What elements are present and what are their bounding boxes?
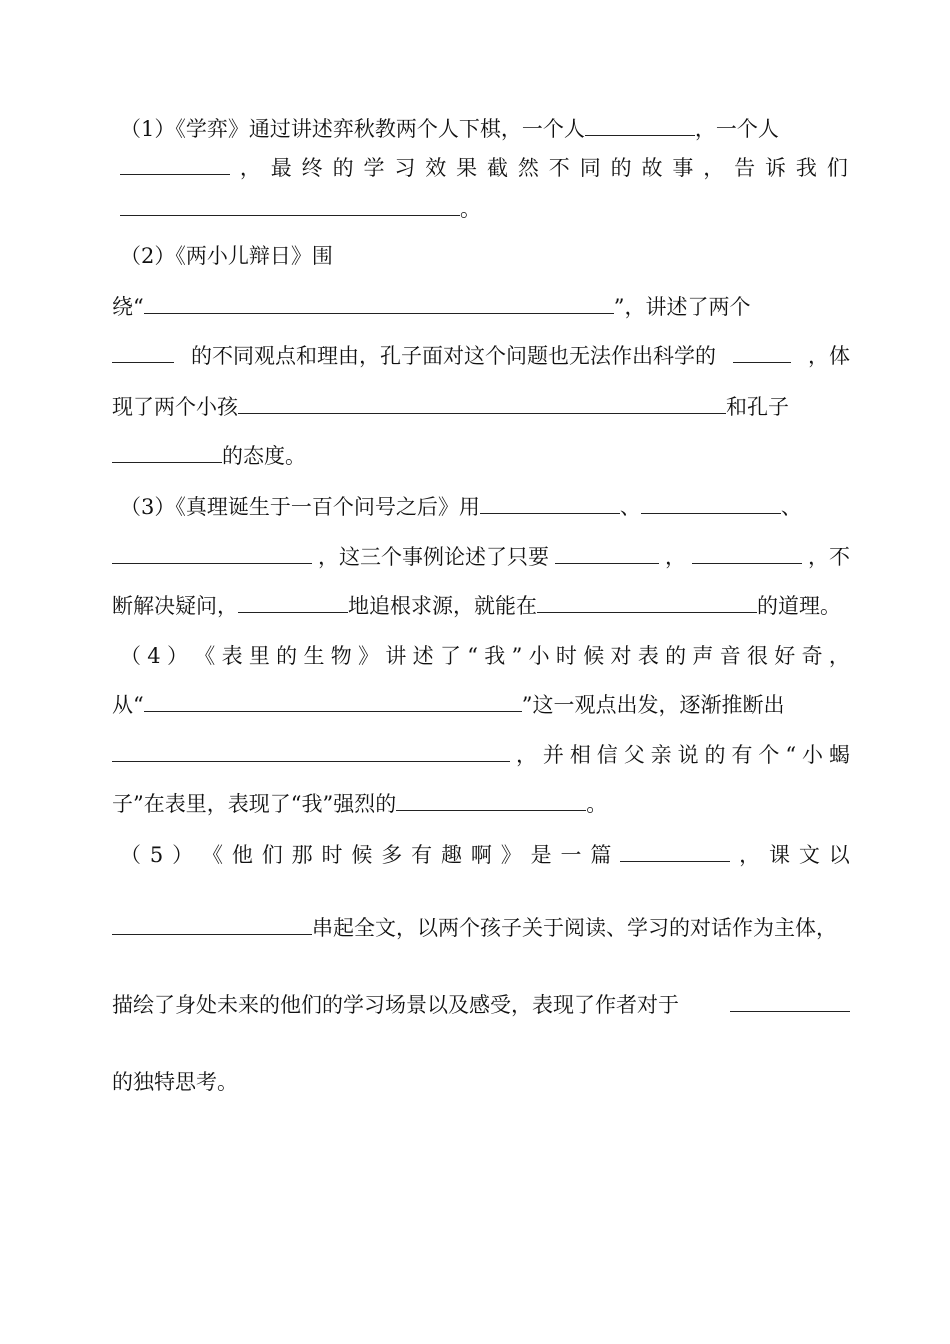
item1-line1 — [120, 114, 779, 144]
item1-end: 。 — [460, 197, 481, 221]
text: 绕“ — [112, 295, 144, 319]
char: 一 — [560, 843, 582, 867]
answer-blank[interactable] — [585, 115, 695, 136]
text: ，不 — [808, 545, 850, 569]
text: 描绘了身处未来的他们的学习场景以及感受，表现了作者对于 — [112, 993, 679, 1017]
answer-blank[interactable] — [112, 442, 222, 463]
char: ， — [739, 843, 761, 867]
char: 小 — [528, 644, 550, 668]
char: 时 — [321, 843, 343, 867]
item2-title: （2）《两小儿辩日》围 — [120, 244, 333, 268]
char: 以 — [828, 843, 850, 867]
char: 讲 — [385, 644, 407, 668]
char: 文 — [798, 843, 820, 867]
char: 好 — [774, 644, 796, 668]
item2-line2 — [112, 292, 751, 322]
char: 信 — [596, 743, 618, 767]
char: 蝎 — [828, 743, 850, 767]
item3-line3 — [112, 591, 841, 621]
answer-blank[interactable] — [555, 543, 659, 564]
item4-line4 — [112, 789, 607, 819]
text: 断解决疑问， — [112, 594, 238, 618]
text: 现了两个小孩 — [112, 395, 238, 419]
text: 的态度。 — [222, 444, 306, 468]
answer-blank[interactable] — [692, 543, 802, 564]
answer-blank[interactable] — [120, 195, 460, 216]
char: 的 — [332, 156, 354, 180]
answer-blank[interactable] — [396, 790, 586, 811]
answer-blank[interactable] — [238, 592, 348, 613]
answer-blank[interactable] — [112, 741, 510, 762]
char: 《 — [202, 843, 223, 867]
item1-line3 — [120, 194, 481, 224]
char: 然 — [517, 156, 539, 180]
char: 了 — [439, 644, 461, 668]
char: ， — [703, 156, 725, 180]
char: 》 — [500, 843, 522, 867]
answer-blank[interactable] — [112, 914, 312, 935]
char: ） — [172, 843, 194, 867]
char: 对 — [610, 644, 632, 668]
char: ， — [239, 156, 261, 180]
char: 奇 — [801, 644, 823, 668]
text: 子”在表里，表现了“我”强烈的 — [112, 792, 397, 816]
text: （3）《真理诞生于一百个问号之后》用 — [120, 495, 480, 519]
answer-blank[interactable] — [238, 393, 726, 414]
item4-line1 — [120, 641, 850, 671]
item4-line3 — [112, 740, 850, 770]
char: 相 — [569, 743, 591, 767]
char: 有 — [731, 743, 753, 767]
char: 最 — [270, 156, 292, 180]
char: 效 — [425, 156, 447, 180]
char: 诉 — [765, 156, 787, 180]
char: （ — [120, 843, 141, 867]
char: 表 — [637, 644, 659, 668]
char: 同 — [579, 156, 601, 180]
item1-text-b: ，一个人 — [694, 117, 779, 141]
char: 啊 — [470, 843, 492, 867]
text: 从“ — [112, 693, 144, 717]
char: 物 — [330, 644, 352, 668]
char: 他 — [231, 843, 253, 867]
text: ”，讲述了两个 — [613, 295, 751, 319]
text: ”这一观点出发，逐渐推断出 — [521, 693, 785, 717]
answer-blank[interactable] — [641, 493, 781, 514]
item3-line1 — [120, 492, 802, 522]
item2-line4 — [112, 392, 789, 422]
char: 《 — [194, 644, 216, 668]
answer-blank[interactable] — [144, 691, 522, 712]
item1-line2 — [120, 153, 848, 183]
char: 习 — [394, 156, 416, 180]
char: 述 — [412, 644, 434, 668]
char: 我 — [484, 644, 506, 668]
char: ， — [828, 644, 850, 668]
char: （ — [120, 644, 141, 668]
char: 截 — [487, 156, 509, 180]
item5-line3 — [112, 990, 850, 1020]
char: 的 — [276, 644, 298, 668]
char: 并 — [542, 743, 564, 767]
char: 候 — [583, 644, 605, 668]
item2-line5 — [112, 441, 306, 471]
char: 亲 — [650, 743, 672, 767]
answer-blank[interactable] — [733, 342, 791, 363]
text: 、 — [780, 495, 802, 519]
char: 里 — [248, 644, 270, 668]
text: 。 — [586, 792, 608, 816]
char: 果 — [456, 156, 478, 180]
answer-blank[interactable] — [112, 342, 174, 363]
char: 个 — [758, 743, 780, 767]
answer-blank[interactable] — [144, 293, 614, 314]
char: 4 — [147, 644, 161, 668]
char: ） — [166, 644, 188, 668]
char: 不 — [548, 156, 570, 180]
text: 的独特思考。 — [112, 1070, 238, 1094]
char: ” — [511, 644, 523, 668]
char: 学 — [363, 156, 385, 180]
char: 们 — [826, 156, 848, 180]
text: ， — [665, 545, 686, 569]
char: 的 — [704, 743, 726, 767]
item3-line2 — [112, 542, 850, 572]
text: ，体 — [808, 344, 850, 368]
char: “ — [467, 644, 478, 668]
char: 的 — [665, 644, 687, 668]
char: 5 — [149, 843, 164, 867]
answer-blank[interactable] — [480, 493, 620, 514]
char: 很 — [747, 644, 768, 668]
text: 地追根求源，就能在 — [348, 594, 537, 618]
char: 们 — [261, 843, 283, 867]
char: 》 — [358, 644, 380, 668]
answer-blank[interactable] — [730, 991, 850, 1012]
char: 告 — [734, 156, 756, 180]
char: 时 — [555, 644, 577, 668]
item2-line1 — [120, 241, 333, 271]
char: 趣 — [441, 843, 462, 867]
char: 小 — [802, 743, 823, 767]
char: 说 — [677, 743, 699, 767]
answer-blank[interactable] — [537, 592, 757, 613]
text: 的道理。 — [757, 594, 841, 618]
item4-line2 — [112, 690, 785, 720]
answer-blank[interactable] — [120, 154, 230, 175]
char: 父 — [623, 743, 645, 767]
text: 的不同观点和理由，孔子面对这个问题也无法作出科学的 — [191, 344, 716, 368]
char: 篇 — [590, 843, 612, 867]
char: 的 — [610, 156, 632, 180]
item1-text-a: （1）《学弈》通过讲述弈秋教两个人下棋，一个人 — [120, 117, 585, 141]
text: 和孔子 — [726, 395, 789, 419]
char: 音 — [719, 644, 741, 668]
char: 是 — [530, 843, 552, 867]
text: 、 — [619, 495, 641, 519]
char: 课 — [769, 843, 790, 867]
char: 终 — [301, 156, 323, 180]
char: 我 — [795, 156, 817, 180]
item5-line1 — [120, 840, 850, 870]
item5-line4 — [112, 1067, 238, 1097]
char: 那 — [291, 843, 313, 867]
char: 事 — [672, 156, 694, 180]
item2-line3 — [112, 341, 850, 371]
char: “ — [785, 743, 797, 767]
char: 生 — [303, 644, 325, 668]
char: 表 — [221, 644, 243, 668]
answer-blank[interactable] — [620, 841, 730, 862]
answer-blank[interactable] — [112, 543, 312, 564]
char: 故 — [641, 156, 663, 180]
char: 声 — [692, 644, 714, 668]
char: 有 — [411, 843, 433, 867]
char: 候 — [351, 843, 373, 867]
item5-line2 — [112, 913, 837, 943]
text: ，这三个事例论述了只要 — [318, 545, 549, 569]
char: ， — [515, 743, 537, 767]
char: 多 — [381, 843, 403, 867]
text: 串起全文，以两个孩子关于阅读、学习的对话作为主体， — [312, 916, 837, 940]
